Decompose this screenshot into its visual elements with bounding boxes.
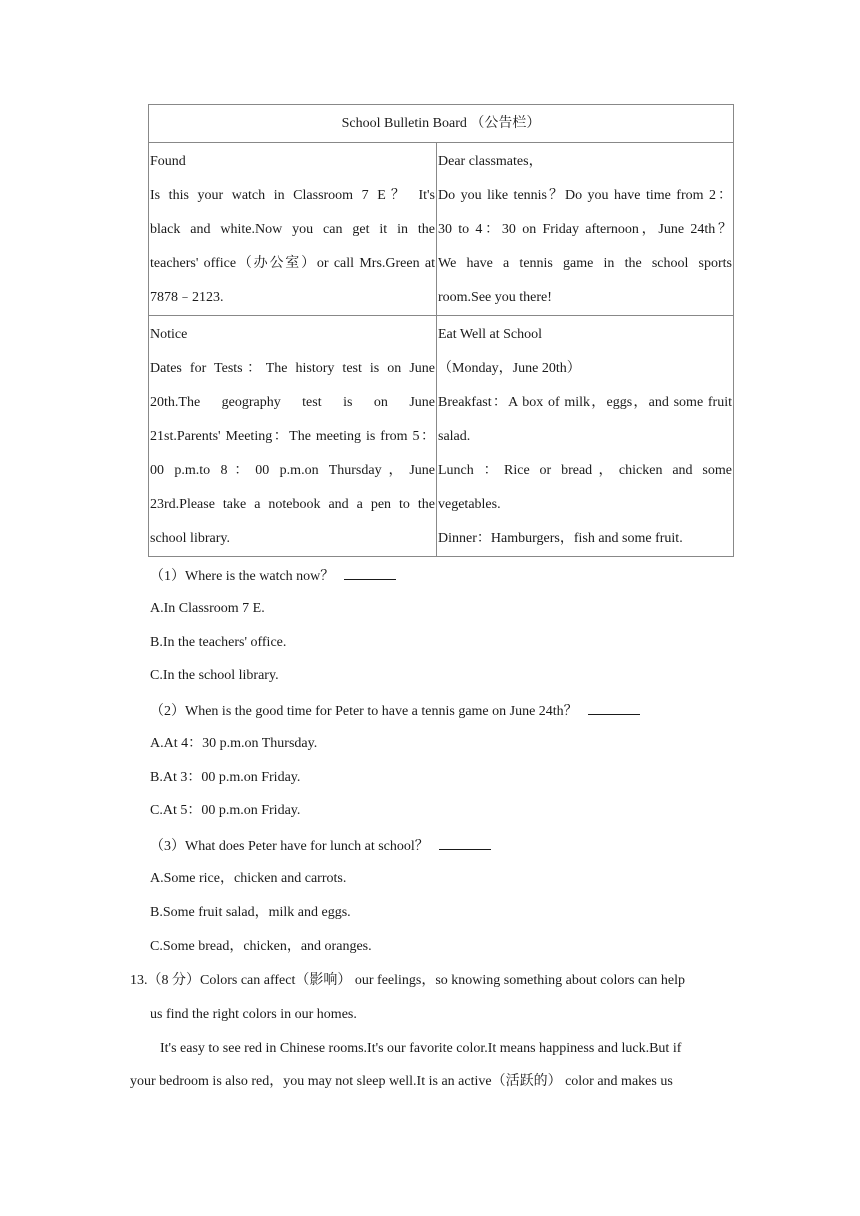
- eat-line: salad.: [438, 429, 471, 444]
- classmates-heading: Dear classmates，: [438, 154, 543, 169]
- eat-line: Breakfast：A box of milk，eggs，and some fruit: [438, 395, 732, 410]
- tests-notice-cell: [149, 316, 437, 557]
- notice-line: school library.: [150, 531, 230, 546]
- notice-line: Dates for Tests：The history test is on June: [150, 361, 435, 376]
- passage-13-line: It's easy to see red in Chinese rooms.It's our favorite color.It means happiness and luck.But if: [160, 1041, 682, 1056]
- classmates-line: 30 to 4：30 on Friday afternoon，June 24th？: [438, 222, 732, 237]
- question-3-stem: [150, 835, 491, 857]
- answer-blank: [344, 565, 396, 580]
- question-stem-text: （2）When is the good time for Peter to have a tennis game on June 24th？: [150, 704, 578, 719]
- question-3-option-a: A.Some rice，chicken and carrots.: [150, 871, 347, 886]
- question-2-stem: [150, 700, 640, 722]
- eat-line: vegetables.: [438, 497, 501, 512]
- found-line: teachers' office（办公室）or call Mrs.Green at: [150, 256, 435, 271]
- question-1-option-b: B.In the teachers' office.: [150, 635, 287, 650]
- eat-heading: Eat Well at School: [438, 327, 542, 342]
- found-line: 7878﹣2123.: [150, 290, 224, 305]
- notice-heading: Notice: [150, 327, 188, 342]
- found-line: black and white.Now you can get it in the: [150, 222, 435, 237]
- passage-13-line: us find the right colors in our homes.: [150, 1007, 357, 1022]
- passage-13-line: 13.（8 分）Colors can affect（影响） our feelings，so knowing something about colors can help: [130, 973, 685, 988]
- question-2-option-c: C.At 5：00 p.m.on Friday.: [150, 803, 301, 818]
- passage-13-line: your bedroom is also red，you may not sleep well.It is an active（活跃的） color and makes us: [130, 1074, 673, 1089]
- found-line: Is this your watch in Classroom 7 E？ It's: [150, 188, 435, 203]
- eat-line: Lunch ：Rice or bread，chicken and some: [438, 463, 732, 478]
- classmates-line: Do you like tennis？Do you have time from 2：: [438, 188, 732, 203]
- notice-line: 00 p.m.to 8：00 p.m.on Thursday，June: [150, 463, 435, 478]
- classmates-line: We have a tennis game in the school sports: [438, 256, 732, 271]
- question-stem-text: （3）What does Peter have for lunch at school？: [150, 839, 429, 854]
- found-heading: Found: [150, 154, 186, 169]
- bulletin-title: School Bulletin Board （公告栏）: [149, 105, 734, 143]
- notice-line: 21st.Parents' Meeting：The meeting is from 5：: [150, 429, 435, 444]
- notice-line: 23rd.Please take a notebook and a pen to the: [150, 497, 435, 512]
- notice-line: 20th.The geography test is on June: [150, 395, 435, 410]
- classmates-notice-cell: [437, 143, 734, 316]
- classmates-line: room.See you there!: [438, 290, 552, 305]
- bulletin-board-table: [148, 104, 734, 557]
- question-1-option-a: A.In Classroom 7 E.: [150, 601, 265, 616]
- eat-line: （Monday，June 20th）: [438, 361, 581, 376]
- eat-well-cell: [437, 316, 734, 557]
- question-1-stem: [150, 565, 396, 587]
- answer-blank: [588, 700, 640, 715]
- found-notice-cell: [149, 143, 437, 316]
- question-2-option-a: A.At 4：30 p.m.on Thursday.: [150, 736, 318, 751]
- question-stem-text: （1）Where is the watch now？: [150, 569, 335, 584]
- question-1-option-c: C.In the school library.: [150, 668, 279, 683]
- eat-line: Dinner：Hamburgers，fish and some fruit.: [438, 531, 683, 546]
- question-3-option-c: C.Some bread，chicken，and oranges.: [150, 939, 372, 954]
- question-3-option-b: B.Some fruit salad，milk and eggs.: [150, 905, 351, 920]
- answer-blank: [439, 835, 491, 850]
- question-2-option-b: B.At 3：00 p.m.on Friday.: [150, 770, 301, 785]
